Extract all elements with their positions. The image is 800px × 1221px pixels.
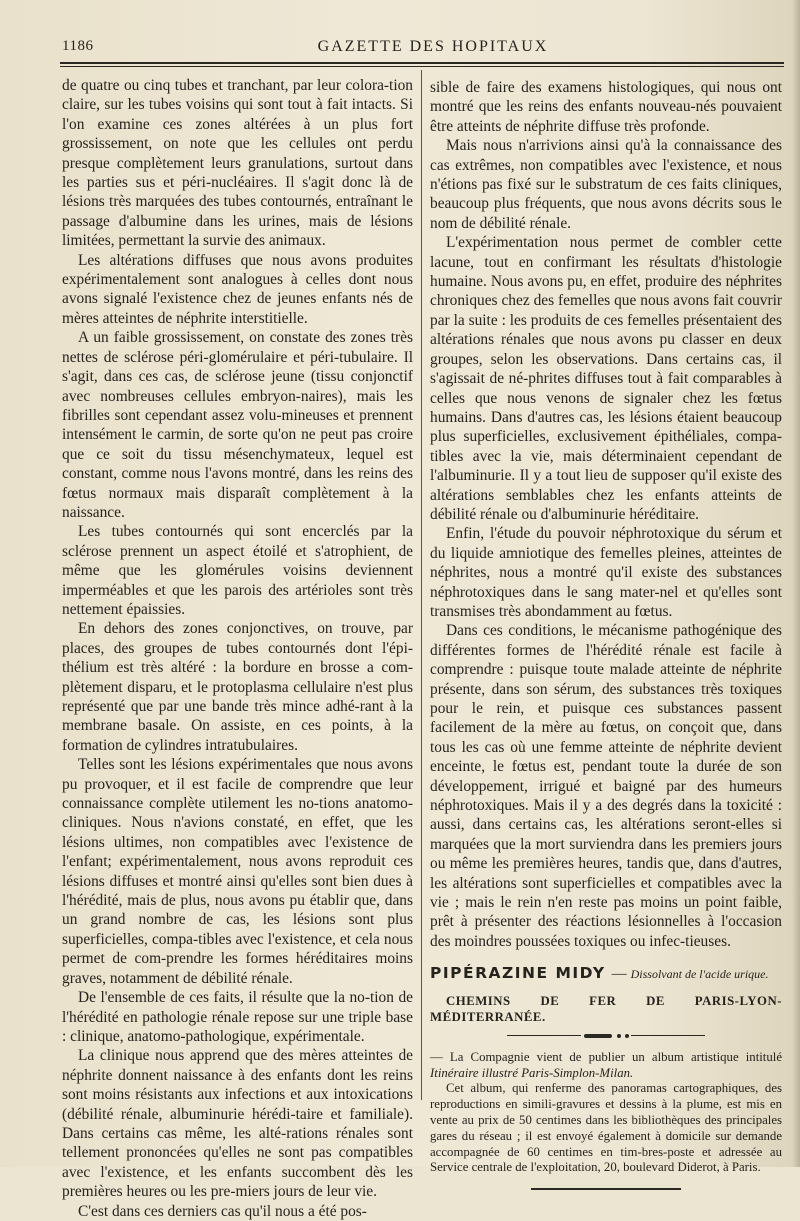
- paragraph: De l'ensemble de ces faits, il résulte que la no-tion de l'hérédité en pathologie rénale repose sur une triple base : clinique, anatomo-pathologique, expérimentale.: [62, 989, 413, 1045]
- header-rule-thin: [60, 66, 784, 67]
- paragraph: L'expérimentation nous permet de combler cette lacune, tout en confirmant les résultats d'histologie humaine. Nous avons pu, en effet, produire des néphrites chroniques chez des femelles que nous avons fait couvrir par la suite : les produits de ces femelles présentaient des altérations rénales que nous avons pu classer en deux groupes, selon les observations. Dans certains cas, il s'agissait de né-phrites diffuses tout à fait comparables à celles que nous venons de signaler chez les fœtus humains. Dans d'autres cas, les lésions étaient beaucoup plus superficielles, exclusivement épithéliales, compa-tibles avec la vie, mais déterminaient cependant de l'albuminurie. Il y a tout lieu de supposer qu'il existe des altérations semblables chez les enfants atteints de débilité rénale ou d'albuminurie héréditaire.: [430, 234, 782, 523]
- advert-tagline: Dissolvant de l'acide urique.: [630, 967, 769, 982]
- paragraph: Dans ces conditions, le mécanisme pathogénique des différentes formes de l'hérédité rénale est facile à comprendre : puisque toute malade atteinte de néphrite présente, dans son sérum, des substances très toxiques pour le rein, et puisque ces substances passent facilement de la mère au fœtus, on conçoit que, dans tous les cas où une femme atteinte de néphrite devient enceinte, le fœtus est, pendant toute la durée de son développement, irrigué et baigné par des humeurs néphrotoxiques. Mais il y a des degrés dans la toxicité : aussi, dans certains cas, les altérations seront-elles si marquées que la mort surviendra dans les premiers jours ou même les premières heures, tandis que, dans d'autres, les altérations sont superficielles et compatibles avec la vie ; mais le rein n'en reste pas moins un point faible, prêt à présenter des réactions lésionnelles à l'occasion des moindres poussées toxiques ou infec-tieuses.: [430, 622, 782, 950]
- running-title: GAZETTE DES HOPITAUX: [317, 38, 549, 55]
- notice-heading: CHEMINS DE FER DE PARIS-LYON-MÉDITERRANÉE.: [430, 994, 782, 1025]
- notice-body: Cet album, qui renferme des panoramas cartographiques, des reproductions en simili-gravures et dessins à la plume, est mis en vente au prix de 50 centimes dans les bibliothèques des principales gares du réseau ; il est envoyé également à domicile sur demande accompagnée de 60 centimes en tim-bres-poste et adressée au Service centrale de l'exploitation, 20, boulevard Diderot, à Paris.: [430, 1081, 782, 1175]
- advertisement: [430, 963, 782, 984]
- right-column: [430, 78, 782, 1190]
- page-number: 1186: [62, 38, 94, 54]
- notice-intro: — La Compagnie vient de publier un album artistique intitulé: [430, 1049, 782, 1064]
- notice-album-title: Itinéraire illustré Paris-Simplon-Milan.: [430, 1065, 634, 1080]
- paragraph: La clinique nous apprend que des mères atteintes de néphrite donnent naissance à des enfants dont les reins sont moins résistants aux infections et aux intoxications (débilité rénale, albuminurie hérédi-taire et familiale). Dans certains cas même, les alté-rations rénales sont tellement prononcées qu'elles ne sont pas compatibles avec l'existence, et les enfants succombent dès les premières heures ou les pre-miers jours de leur vie.: [62, 1047, 413, 1201]
- paragraph: En dehors des zones conjonctives, on trouve, par places, des groupes de tubes contournés dont l'épi-thélium est très altéré : la bordure en brosse a com-plètement disparu, et le protoplasma cellulaire n'est plus représenté que par une bande très mince adhé-rant à la membrane basale. On assiste, en ces points, à la formation de cylindres intratubulaires.: [62, 620, 413, 754]
- paragraph: de quatre ou cinq tubes et tranchant, par leur colora-tion claire, sur les tubes voisins qui sont tout à fait intacts. Si l'on examine ces zones altérées à un plus fort grossissement, on note que les cellules ont perdu presque complètement leurs granulations, surtout dans les parties sus et péri-nucléaires. Il s'agit donc là de lésions très marquées des tubes contournés, entraînant le passage d'albumine dans les urines, mais de lésions limitées, permettant la survie des animaux.: [62, 77, 413, 250]
- advert-dash: —: [611, 966, 627, 983]
- paragraph: Les altérations diffuses que nous avons produites expérimentalement sont analogues à celles dont nous avons signalé l'existence chez de jeunes enfants nés de mères atteintes de néphrite interstitielle.: [62, 251, 413, 327]
- railway-notice: [430, 994, 782, 1190]
- paragraph: C'est dans ces derniers cas qu'il nous a été pos-: [78, 1202, 367, 1220]
- paragraph: Telles sont les lésions expérimentales que nous avons pu provoquer, et il est facile de comprendre que leur connaissance complète utilement les no-tions anatomo-cliniques. Nous n'avions constaté, en effet, que les lésions ultimes, non compatibles avec l'existence de l'enfant; expérimentalement, nous avons reproduit ces lésions diffuses et montré ainsi qu'elles sont bien dues à l'hérédité, mais de plus, nous avons pu établir que, dans un grand nombre de cas, les lésions sont plus superficielles, compa-tibles avec l'existence, et cela nous permet de com-prendre les formes héréditaires moins graves, notamment de débilité rénale.: [62, 756, 413, 987]
- page-edge-shadow: [792, 0, 800, 1167]
- paragraph: sible de faire des examens histologiques, qui nous ont montré que les reins des enfants nouveau-nés pouvaient être atteints de néphrite diffuse très profonde.: [430, 79, 782, 135]
- end-rule: [430, 1188, 782, 1190]
- ornament: [430, 1032, 782, 1040]
- paragraph: Enfin, l'étude du pouvoir néphrotoxique du sérum et du liquide amniotique des femelles pleines, atteintes de néphrites, nous a montré qu'il existe des substances néphrotoxiques dans le sang mater-nel et qu'elles sont transmises très abondamment au fœtus.: [430, 525, 782, 620]
- header-rule-thick: [60, 62, 784, 64]
- paragraph: Les tubes contournés qui sont encerclés par la sclérose prennent un aspect étoilé et s'atrophient, de même que les glomérules voisins deviennent imperméables et que les parois des artérioles sont très nettement épaissies.: [62, 523, 413, 618]
- advert-brand: PIPÉRAZINE MIDY: [430, 964, 606, 983]
- paragraph: A un faible grossissement, on constate des zones très nettes de sclérose péri-glomérulaire et péri-tubulaire. Il s'agit, dans ces cas, de sclérose jeune (tissu conjonctif avec nombreuses cellules embryon-naires), mais les fibrilles sont cependant assez volu-mineuses et prennent intensément le carmin, de sorte qu'on ne peut pas croire que ce soit du tissu mésenchymateux, lequel est constant, comme nous l'avons montré, dans les reins des fœtus normaux mais disparaît complètement à la naissance.: [62, 329, 413, 521]
- left-column: [62, 76, 413, 1221]
- column-divider: [421, 70, 422, 1100]
- page-header: [62, 34, 784, 60]
- paragraph: Mais nous n'arrivions ainsi qu'à la connaissance des cas extrêmes, non compatibles avec l'existence, et nous n'étions pas fixé sur le substratum de ces faits cliniques, beaucoup plus fréquents, que nous avons décrits sous le nom de débilité rénale.: [430, 137, 782, 232]
